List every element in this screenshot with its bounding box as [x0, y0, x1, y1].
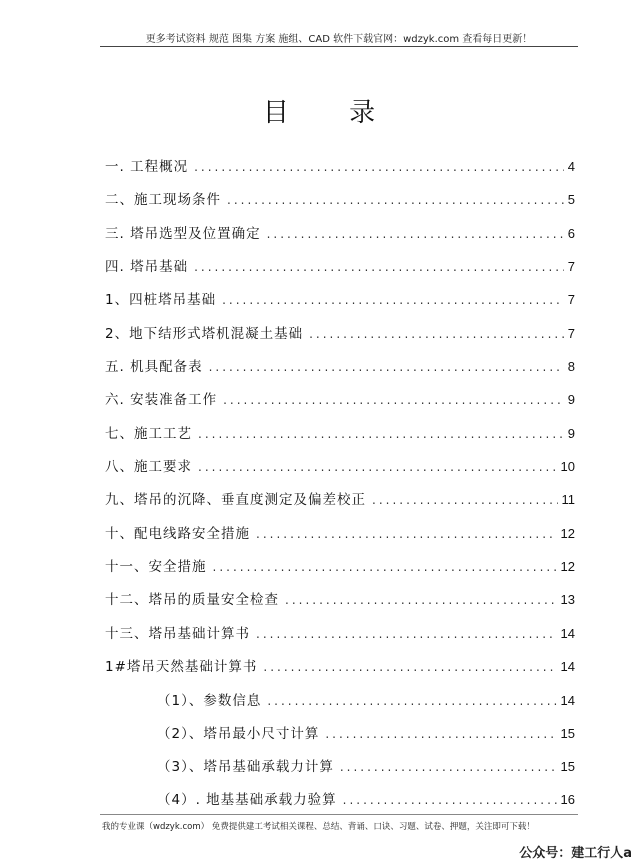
page-footer: 我的专业课（wdzyk.com） 免费提供建工考试相关课程、总结、背诵、口诀、习题、试卷、押题，关注即可下载！: [102, 822, 535, 832]
toc-entry[interactable]: [105, 158, 575, 176]
toc-entry[interactable]: [105, 191, 575, 209]
toc-entry-page-number: 7: [567, 292, 575, 307]
toc-entry-page-number: 12: [560, 526, 575, 541]
toc-entry-page-number: 5: [567, 192, 575, 207]
page-title: 目 录: [262, 98, 402, 128]
toc-leader-dots: [198, 458, 557, 476]
toc-entry-page-number: 9: [567, 392, 575, 407]
toc-entry[interactable]: [105, 391, 575, 409]
toc-entry[interactable]: [105, 491, 575, 509]
toc-leader-dots: [213, 558, 557, 576]
toc-leader-dots: [209, 358, 564, 376]
toc-entry-page-number: 8: [567, 359, 575, 374]
toc-entry-label: 1、四桩塔吊基础: [105, 292, 217, 308]
toc-leader-dots: [198, 425, 564, 443]
toc-entry[interactable]: [105, 291, 575, 309]
toc-leader-dots: [194, 258, 564, 276]
toc-entry-page-number: 12: [560, 559, 575, 574]
toc-leader-dots: [222, 291, 564, 309]
toc-leader-dots: [372, 491, 558, 509]
toc-leader-dots: [227, 191, 564, 209]
toc-entry-page-number: 7: [567, 326, 575, 341]
toc-entry[interactable]: [105, 658, 575, 676]
toc-leader-dots: [194, 158, 564, 176]
toc-entry-page-number: 13: [560, 592, 575, 607]
toc-leader-dots: [325, 725, 556, 743]
page-header: 更多考试资料 规范 图集 方案 施组、CAD 软件下载官网：wdzyk.com 查看每日更新！: [145, 34, 533, 45]
toc-entry-label: 十一、安全措施: [105, 559, 207, 575]
toc-entry-label: 五. 机具配备表: [105, 359, 203, 375]
toc-entry-label: 2、地下结形式塔机混凝土基础: [105, 326, 304, 342]
watermark: 公众号：建工行人a: [519, 846, 632, 861]
toc-leader-dots: [340, 758, 557, 776]
toc-entry[interactable]: [105, 625, 575, 643]
toc-leader-dots: [223, 391, 564, 409]
toc-entry[interactable]: [105, 425, 575, 443]
toc-entry-label: 六. 安装准备工作: [105, 392, 218, 408]
toc-entry-page-number: 14: [560, 659, 575, 674]
toc-entry-page-number: 11: [561, 492, 575, 507]
toc-leader-dots: [267, 225, 564, 243]
toc-entry-label: 一. 工程概况: [105, 159, 189, 175]
toc-entry-page-number: 14: [560, 626, 575, 641]
footer-divider: [100, 814, 578, 815]
toc-entry-label: 九、塔吊的沉降、垂直度测定及偏差校正: [105, 492, 366, 508]
toc-entry-page-number: 16: [560, 792, 575, 807]
toc-entry[interactable]: [105, 591, 575, 609]
toc-entry[interactable]: [105, 225, 575, 243]
toc-entry[interactable]: [157, 758, 575, 776]
toc-entry[interactable]: [157, 725, 575, 743]
toc-entry-page-number: 10: [560, 459, 575, 474]
toc-entry-page-number: 14: [560, 693, 575, 708]
toc-entry[interactable]: [105, 558, 575, 576]
toc-entry-page-number: 4: [567, 159, 575, 174]
toc-entry-label: 二、施工现场条件: [105, 192, 221, 208]
toc-entry-label: 十三、塔吊基础计算书: [105, 626, 250, 642]
toc-entry[interactable]: [157, 791, 575, 809]
toc-leader-dots: [309, 325, 564, 343]
toc-entry-label: （1）、参数信息: [157, 693, 262, 709]
toc-entry-label: 八、施工要求: [105, 459, 192, 475]
toc-entry-page-number: 6: [567, 226, 575, 241]
toc-leader-dots: [256, 625, 557, 643]
toc-leader-dots: [343, 791, 557, 809]
toc-entry-page-number: 15: [560, 726, 575, 741]
toc-entry-page-number: 9: [567, 426, 575, 441]
toc-entry-label: 十二、塔吊的质量安全检查: [105, 592, 279, 608]
toc-entry[interactable]: [105, 325, 575, 343]
toc-leader-dots: [267, 692, 556, 710]
toc-entry-page-number: 15: [560, 759, 575, 774]
toc-entry-label: （3）、塔吊基础承载力计算: [157, 759, 334, 775]
toc-entry[interactable]: [105, 525, 575, 543]
toc-leader-dots: [263, 658, 556, 676]
toc-entry-label: （2）、塔吊最小尺寸计算: [157, 726, 320, 742]
toc-entry-label: 十、配电线路安全措施: [105, 526, 250, 542]
toc-entry-label: 1#塔吊天然基础计算书: [105, 659, 258, 675]
toc-entry-page-number: 7: [567, 259, 575, 274]
toc-entry-label: 四. 塔吊基础: [105, 259, 189, 275]
toc-entry[interactable]: [105, 258, 575, 276]
toc-leader-dots: [285, 591, 557, 609]
toc-entry-label: 三. 塔吊选型及位置确定: [105, 226, 261, 242]
toc-entry-label: （4）. 地基基础承载力验算: [157, 792, 337, 808]
toc-entry[interactable]: [157, 692, 575, 710]
toc-entry[interactable]: [105, 358, 575, 376]
toc-leader-dots: [256, 525, 557, 543]
toc-entry[interactable]: [105, 458, 575, 476]
toc-entry-label: 七、施工工艺: [105, 426, 192, 442]
